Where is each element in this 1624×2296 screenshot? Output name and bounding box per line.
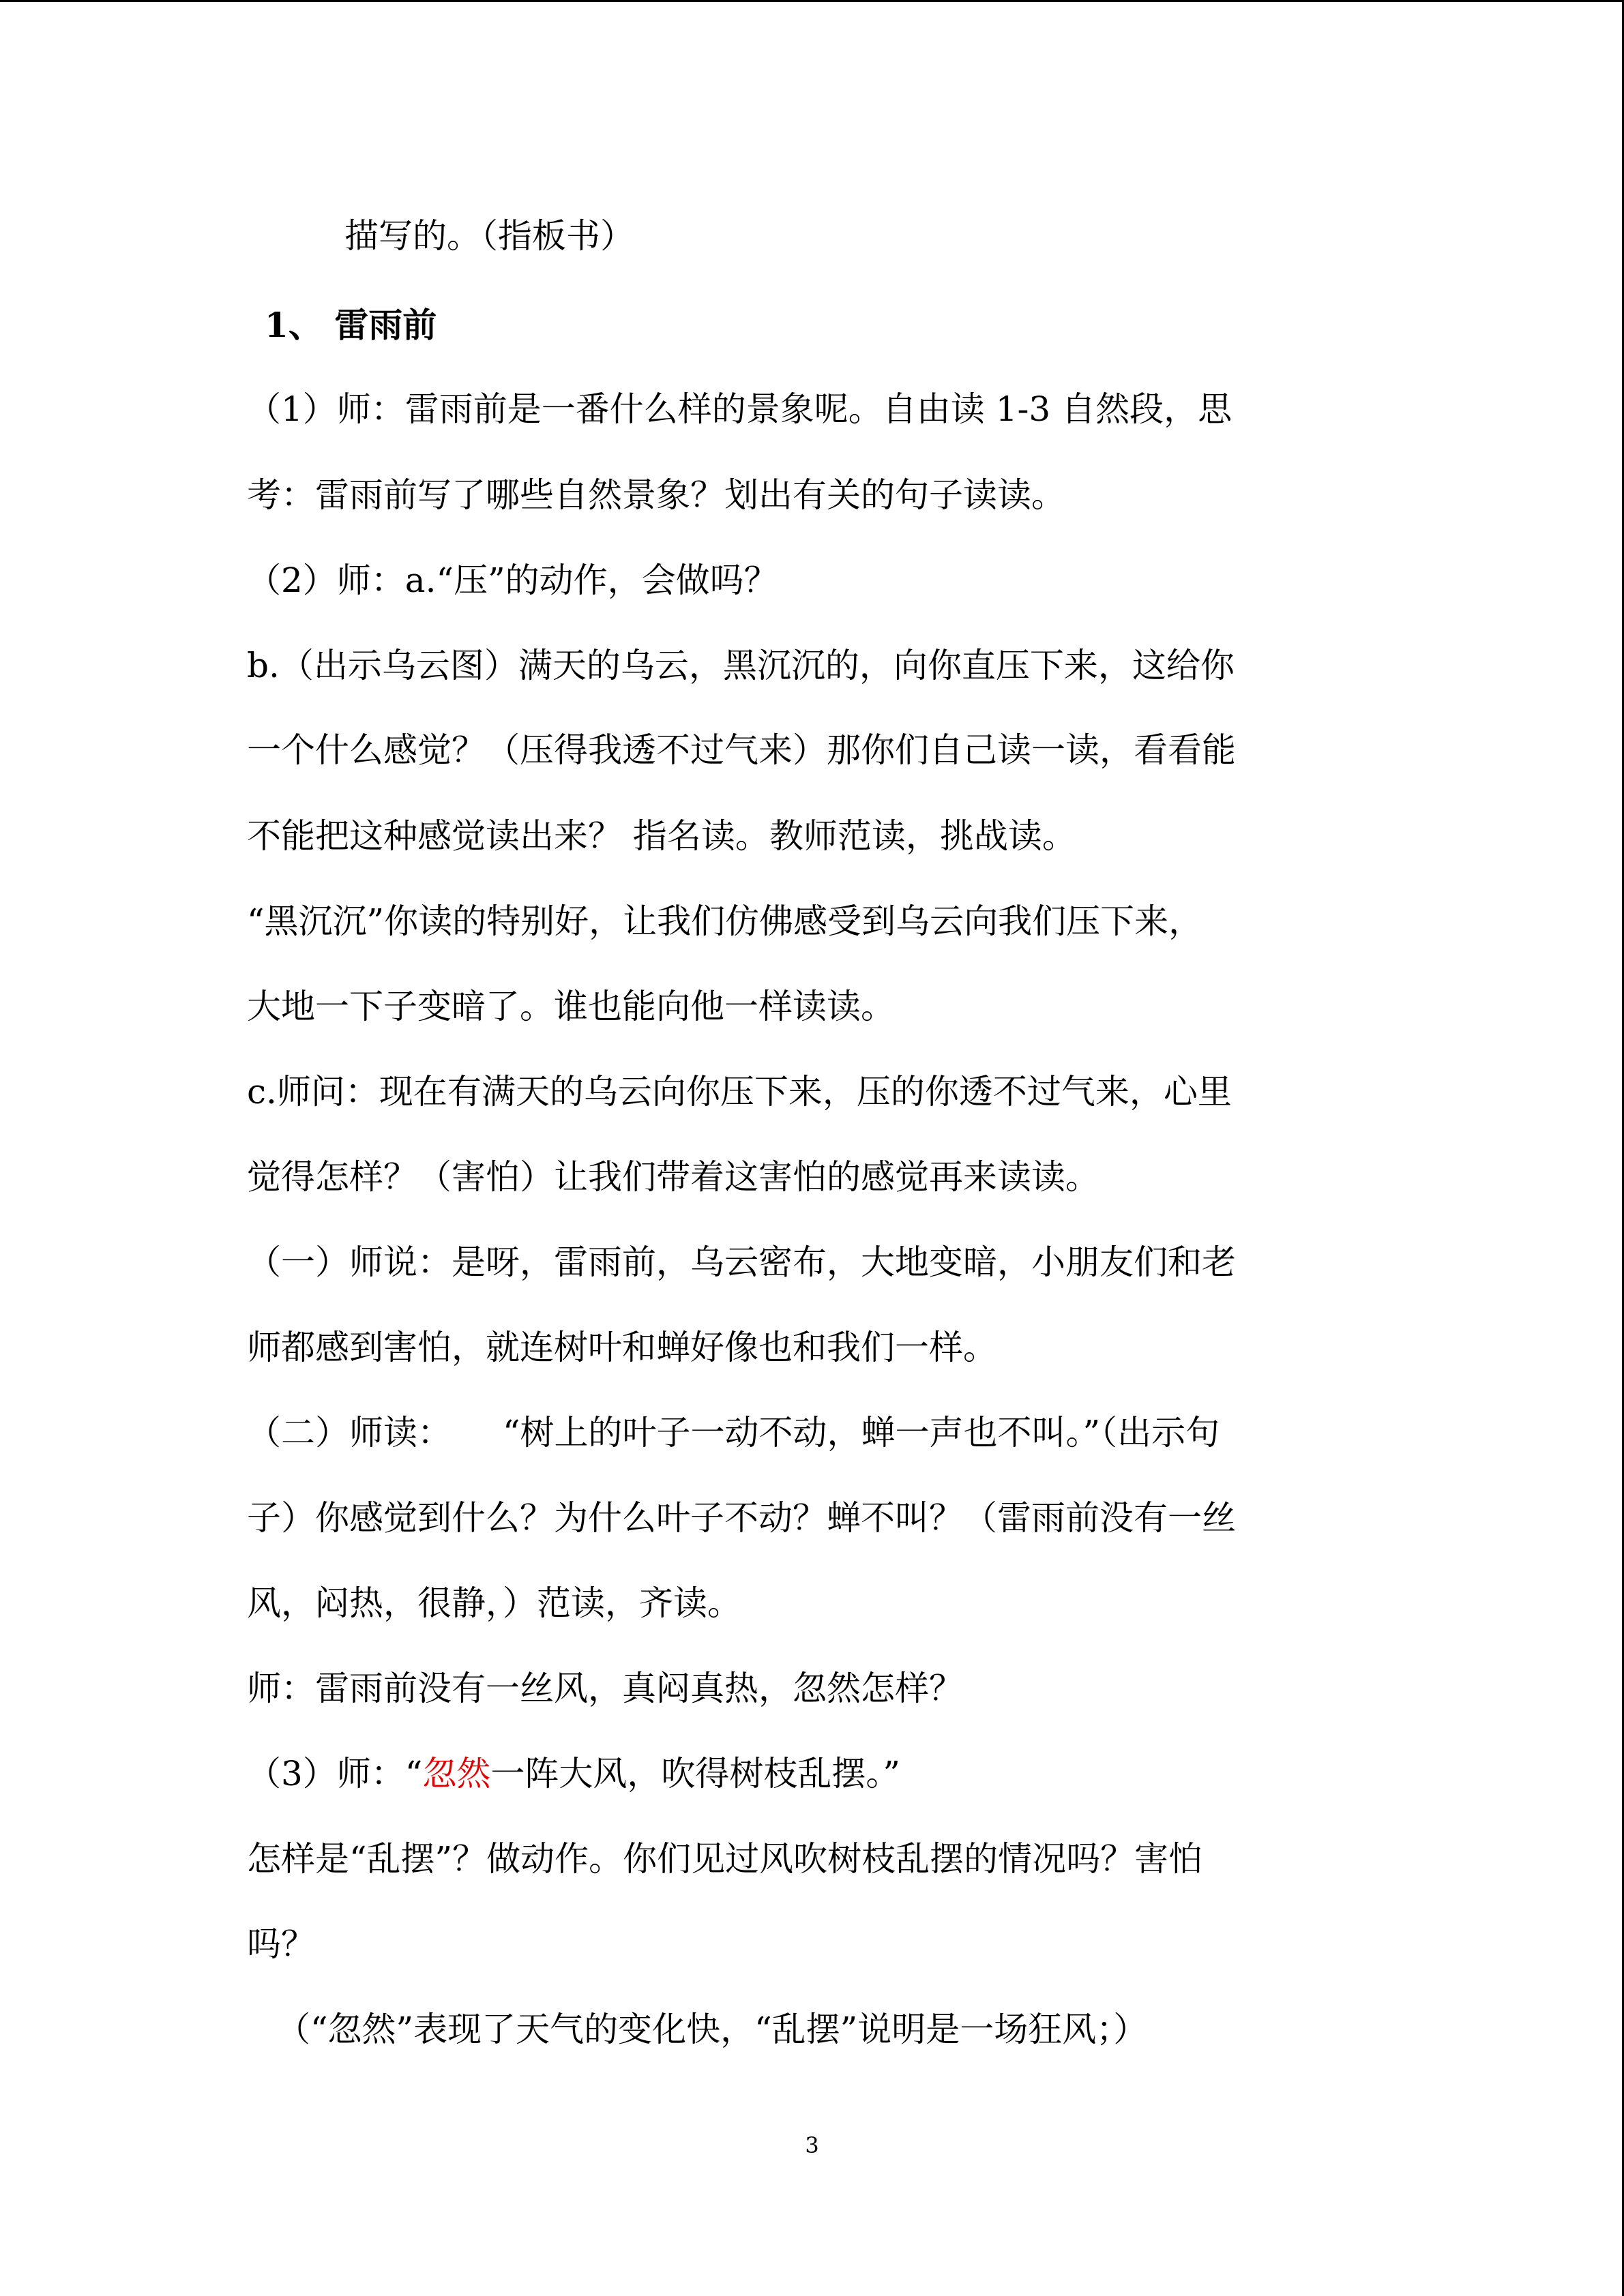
text-line: 觉得怎样？（害怕）让我们带着这害怕的感觉再来读读。	[247, 1157, 1099, 1197]
text-line: 子）你感觉到什么？为什么叶子不动？蝉不叫？（雷雨前没有一丝	[247, 1498, 1236, 1538]
text-line: （二）师读： “树上的叶子一动不动，蝉一声也不叫。”（出示句	[247, 1413, 1220, 1452]
text-line: 大地一下子变暗了。谁也能向他一样读读。	[247, 987, 895, 1026]
text-line: 描写的。（指板书）	[344, 216, 634, 256]
text-line: c.师问：现在有满天的乌云向你压下来，压的你透不过气来，心里	[247, 1072, 1232, 1112]
text-line: 师都感到害怕，就连树叶和蝉好像也和我们一样。	[247, 1328, 997, 1367]
section-heading: 1、 雷雨前	[265, 305, 437, 345]
text-line: （“忽然”表现了天气的变化快，“乱摆”说明是一场狂风；）	[276, 2010, 1148, 2049]
text-line: 一个什么感觉？（压得我透不过气来）那你们自己读一读，看看能	[247, 730, 1236, 770]
text-line: “黑沉沉”你读的特别好，让我们仿佛感受到乌云向我们压下来，	[247, 901, 1203, 941]
text-line: 不能把这种感觉读出来？ 指名读。教师范读，挑战读。	[247, 816, 1076, 856]
text-line: 风，闷热，很静，）范读，齐读。	[247, 1583, 741, 1623]
text-line: 怎样是“乱摆”？做动作。你们见过风吹树枝乱摆的情况吗？害怕	[247, 1839, 1203, 1879]
text-line: （1）师：雷雨前是一番什么样的景象呢。自由读 1-3 自然段，思	[247, 389, 1232, 429]
text-line: b.（出示乌云图）满天的乌云，黑沉沉的，向你直压下来，这给你	[247, 646, 1235, 685]
text-line-prefix: （3）师：“	[247, 1754, 423, 1793]
text-line-highlight	[247, 1753, 900, 1794]
highlighted-word: 忽然	[422, 1754, 491, 1793]
text-line: （2）师：a.“压”的动作，会做吗？	[247, 561, 778, 600]
text-line: 吗？	[247, 1924, 315, 1964]
text-line-suffix: 一阵大风，吹得树枝乱摆。”	[490, 1754, 900, 1793]
page-border-top	[0, 0, 1624, 2]
page-number: 3	[805, 2132, 819, 2158]
text-line: （一）师说：是呀，雷雨前，乌云密布，大地变暗，小朋友们和老	[247, 1242, 1236, 1282]
text-line: 考：雷雨前写了哪些自然景象？划出有关的句子读读。	[247, 475, 1065, 515]
text-line: 师：雷雨前没有一丝风，真闷真热，忽然怎样？	[247, 1669, 963, 1708]
